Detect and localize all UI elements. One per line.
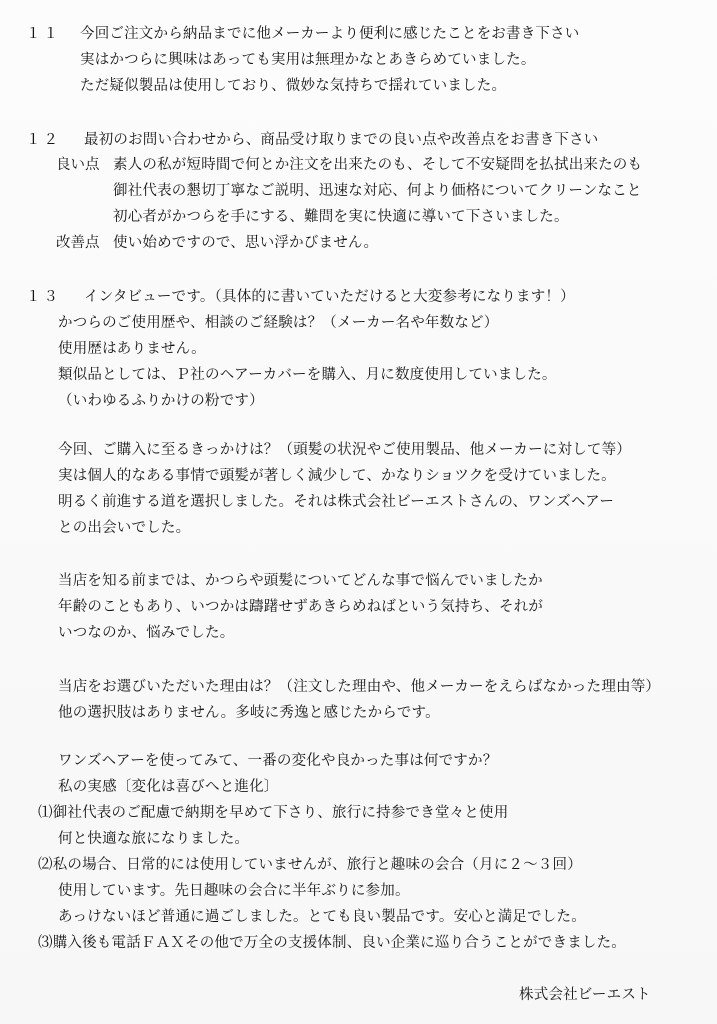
q11-answer-line: 実はかつらに興味はあっても実用は無理かなとあきらめていました。 <box>80 52 536 68</box>
q12-number: １２ <box>26 132 61 148</box>
history-answer-line: （いわゆるふりかけの粉です） <box>58 393 264 409</box>
change-question: ワンズヘアーを使ってみて、一番の変化や良かった事は何ですか？ <box>58 753 498 769</box>
worry-question: 当店を知る前までは、かつらや頭髪についてどんな事で悩んでいましたか <box>58 573 543 589</box>
q13-number: １３ <box>26 289 61 305</box>
trigger-answer-line: 明るく前進する道を選択しました。それは株式会社ビーエストさんの、ワンズヘアー <box>58 494 615 510</box>
worry-answer-line: いつなのか、悩みでした。 <box>58 625 235 641</box>
q11-number: １１ <box>26 26 61 42</box>
improvement-line: 使い始めですので、思い浮かびません。 <box>113 235 379 251</box>
trigger-answer-line: との出会いでした。 <box>58 520 191 536</box>
q11-answer-line: ただ疑似製品は使用しており、微妙な気持ちで揺れていました。 <box>80 78 507 94</box>
q13-intro: インタビューです。（具体的に書いていただけると大変参考になります！） <box>84 289 575 305</box>
change-item-line: ⑴御社代表のご配慮で納期を早めて下さり、旅行に持参でき堂々と使用 <box>38 805 509 821</box>
worry-answer-line: 年齢のこともあり、いつかは躊躇せずあきらめねばという気持ち、それが <box>58 599 544 615</box>
change-item-line: ⑵私の場合、日常的には使用していませんが、旅行と趣味の会合（月に２～３回） <box>38 857 582 873</box>
improvement-label: 改善点 <box>56 235 100 251</box>
change-heading: 私の実感〔変化は喜びへと進化〕 <box>58 779 279 795</box>
history-question: かつらのご使用歴や、相談のご経験は？（メーカー名や年数など） <box>58 315 499 331</box>
trigger-question: 今回、ご購入に至るきっかけは？（頭髪の状況やご使用製品、他メーカーに対して等） <box>58 442 632 458</box>
reason-answer: 他の選択肢はありません。多岐に秀逸と感じたからです。 <box>58 705 440 721</box>
good-point-label: 良い点 <box>56 157 100 173</box>
change-item-line: あっけないほど普通に過ごしました。とても良い製品です。安心と満足でした。 <box>58 909 586 925</box>
change-item-line: 使用しています。先日趣味の会合に半年ぶりに参加。 <box>58 883 410 899</box>
trigger-answer-line: 実は個人的なある事情で頭髪が著しく減少して、かなりショツクを受けていました。 <box>58 468 616 484</box>
company-signature: 株式会社ビーエスト <box>519 987 651 1003</box>
change-item-line: ⑶購入後も電話ＦＡＸその他で万全の支援体制、良い企業に巡り合うことができました。 <box>38 935 626 951</box>
history-answer-line: 使用歴はありません。 <box>58 341 206 357</box>
change-item-line: 何と快適な旅になりました。 <box>58 831 250 847</box>
reason-question: 当店をお選びいただいた理由は？（注文した理由や、他メーカーをえらばなかった理由等） <box>58 679 661 695</box>
q11-question: 今回ご注文から納品までに他メーカーより便利に感じたことをお書き下さい <box>80 26 580 42</box>
good-point-line: 御社代表の懇切丁寧なご説明、迅速な対応、何より価格についてクリーンなこと <box>113 183 642 199</box>
q12-question: 最初のお問い合わせから、商品受け取りまでの良い点や改善点をお書き下さい <box>84 132 599 148</box>
good-point-line: 初心者がかつらを手にする、難問を実に快適に導いて下さいました。 <box>113 209 569 225</box>
good-point-line: 素人の私が短時間で何とか注文を出来たのも、そして不安疑問を払拭出来たのも <box>113 157 643 173</box>
history-answer-line: 類似品としては、Ｐ社のヘアーカバーを購入、月に数度使用していました。 <box>58 367 557 383</box>
